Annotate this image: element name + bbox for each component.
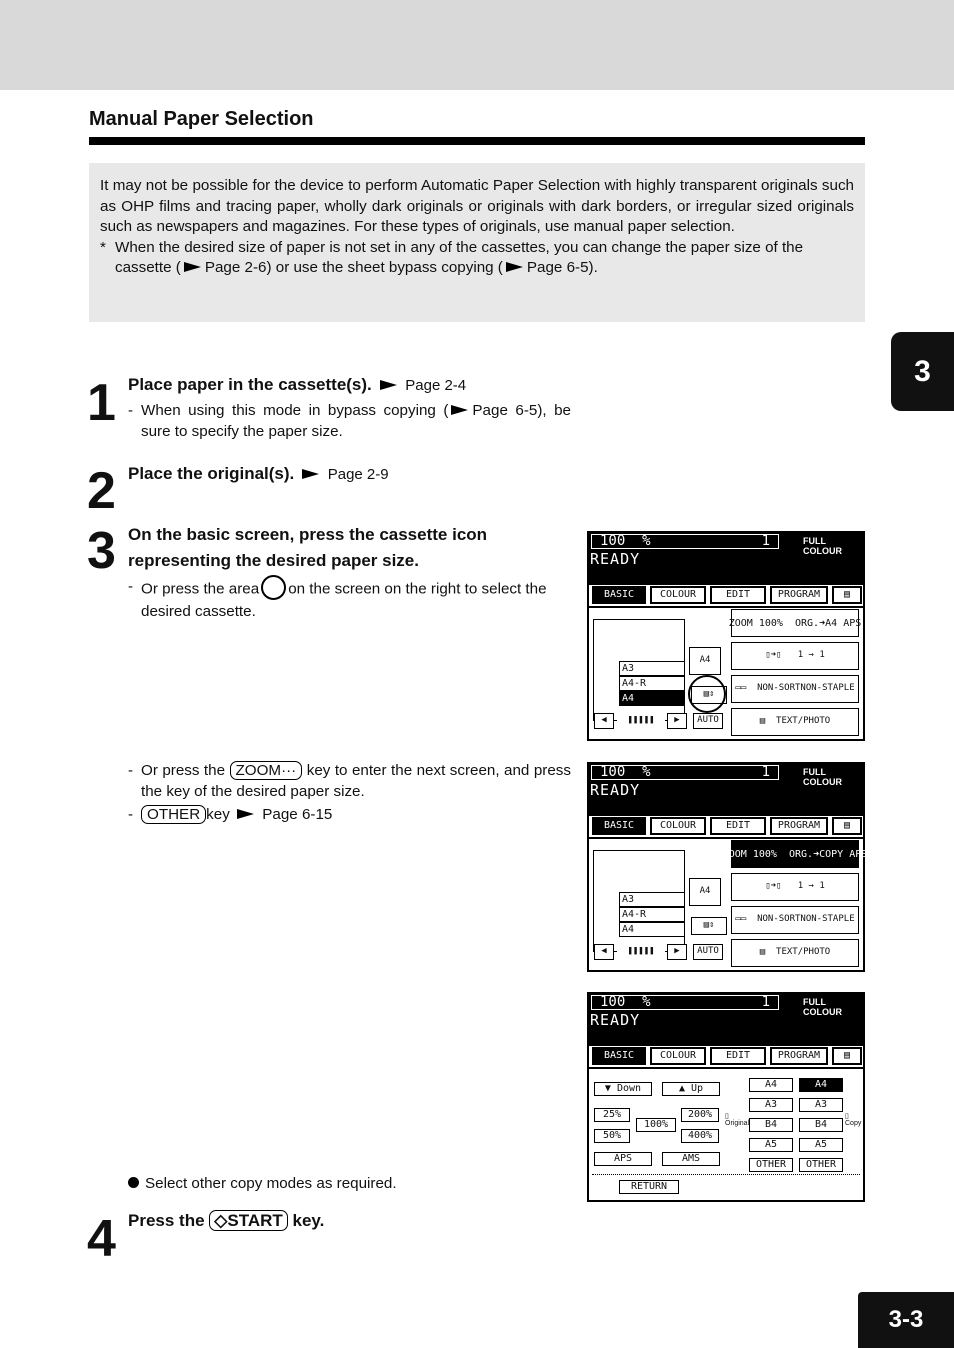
full-colour-label: FULL COLOUR (803, 536, 842, 556)
mode-tabs (589, 586, 863, 606)
aps-button[interactable]: APS (594, 1152, 652, 1166)
aps-label: APS (843, 617, 862, 629)
step-2-ref: Page 2-9 (327, 466, 389, 483)
copy-count: 1 (761, 764, 770, 780)
ref-arrow-icon (302, 469, 319, 479)
org-label: ORG. (788, 848, 814, 860)
bypass-size-button[interactable]: A4 (689, 878, 721, 906)
step-heading (128, 461, 389, 488)
tab-colour[interactable]: COLOUR (650, 1047, 706, 1065)
title-rule (89, 137, 865, 145)
auto-density-button[interactable]: AUTO (693, 944, 723, 960)
image-mode-button[interactable]: ▤ TEXT/PHOTO (731, 708, 859, 736)
ams-button[interactable]: AMS (662, 1152, 720, 1166)
start-key-label: START (227, 1211, 283, 1230)
tab-colour[interactable]: COLOUR (650, 817, 706, 835)
note-star-a: When the desired size of paper is not set in any of the cassettes, you can change the paper size of the cassette ( (115, 238, 804, 276)
density-darker-button[interactable]: ▶ (667, 713, 687, 729)
orig-size-a4[interactable]: A4 (749, 1078, 793, 1092)
orig-size-b4[interactable]: B4 (749, 1118, 793, 1132)
non-staple-label: NON-STAPLE (800, 914, 855, 925)
zoom-value: 100 % (600, 994, 651, 1010)
tab-colour[interactable]: COLOUR (650, 586, 706, 604)
copy-size-b4[interactable]: B4 (799, 1118, 843, 1132)
ready-status: READY (590, 781, 641, 799)
duplex-label: 1 → 1 (797, 650, 825, 661)
ref-arrow-icon (380, 380, 397, 390)
basic-screen-1 (587, 531, 865, 741)
bullet-note: Select other copy modes as required. (128, 1175, 397, 1192)
finisher-button[interactable]: ▭▭ NON-SORT NON-STAPLE (731, 906, 859, 934)
step-3-sub-b: on the screen on the right to select the desired cassette. (141, 580, 547, 620)
orig-size-a3[interactable]: A3 (749, 1098, 793, 1112)
step-heading (128, 1208, 324, 1234)
duplex-label: 1 → 1 (797, 881, 825, 892)
density-lighter-button[interactable]: ◀ (594, 713, 614, 729)
tab-edit[interactable]: EDIT (710, 586, 766, 604)
zoom-btn-label: ZOOM (728, 617, 753, 629)
step-number: 2 (87, 462, 115, 520)
cassette-a3[interactable]: A3 (619, 892, 685, 907)
step-3-sub3-ref: Page 6-15 (262, 806, 333, 823)
zoom-100-button[interactable]: 100% (636, 1118, 676, 1132)
org-size: A4 (825, 617, 838, 629)
mode-tabs (589, 817, 863, 837)
zoom-button-selected[interactable]: ZOOM 100% ORG. ➜ COPY APS (731, 840, 859, 868)
status-bar (589, 764, 863, 816)
duplex-button[interactable]: ▯➜▯ 1 → 1 (731, 873, 859, 901)
ref-arrow-icon (184, 262, 201, 272)
zoom-50-button[interactable]: 50% (594, 1129, 630, 1143)
menu-icon[interactable]: ▤ (832, 817, 862, 835)
copy-label: COPY (819, 848, 844, 860)
text-photo-label: TEXT/PHOTO (776, 716, 831, 727)
step-3-head: On the basic screen, press the cassette icon representing the desired paper size. (128, 525, 488, 570)
finisher-button[interactable]: ▭▭ NON-SORT NON-STAPLE (731, 675, 859, 703)
tab-program[interactable]: PROGRAM (770, 1047, 828, 1065)
ready-status: READY (590, 1011, 641, 1029)
step-3-sub3: - OTHER key Page 6-15 (128, 806, 333, 823)
non-sort-label: NON-SORT (757, 683, 801, 694)
step-number: 4 (87, 1210, 115, 1268)
note-star-ref1: Page 2-6) or use the sheet bypass copying ( (204, 259, 503, 276)
tab-basic[interactable]: BASIC (592, 817, 646, 835)
cassette-a3[interactable]: A3 (619, 661, 685, 676)
tab-program[interactable]: PROGRAM (770, 817, 828, 835)
copy-size-a4[interactable]: A4 (799, 1078, 843, 1092)
other-key: OTHER (141, 805, 206, 824)
copy-count: 1 (761, 533, 770, 549)
orig-size-other[interactable]: OTHER (749, 1158, 793, 1172)
zoom-value: 100 % (600, 764, 651, 780)
zoom-display (591, 765, 779, 780)
chapter-tab: 3 (891, 332, 954, 411)
step-1-sub: - When using this mode in bypass copying ( Page 6-5), be sure to specify the paper size. (128, 402, 572, 440)
orig-size-a5[interactable]: A5 (749, 1138, 793, 1152)
zoom-200-button[interactable]: 200% (681, 1108, 719, 1122)
note-paragraph: It may not be possible for the device to perform Automatic Paper Selection with highly transparent originals such as OHP films and tracing paper, wholly dark originals or originals with dark borders, or irregular sized originals such as newspapers and magazines. For these types of originals, use manual paper selection. (100, 177, 854, 235)
step-1-sub-a: When using this mode in bypass copying ( (141, 402, 449, 419)
up-label: Up (691, 1083, 704, 1094)
selection-circle (688, 675, 726, 713)
copy-label: ▯ Copy (845, 1113, 862, 1127)
step-heading (128, 372, 466, 399)
note-star-ref2: Page 6-5). (526, 259, 598, 276)
aps-label: APS (849, 848, 868, 860)
step-3-sub2: - Or press the ZOOM··· key to enter the next screen, and press the key of the desired paper size. (128, 762, 571, 800)
status-bar (589, 533, 863, 585)
copy-size-a3[interactable]: A3 (799, 1098, 843, 1112)
tab-basic[interactable]: BASIC (592, 586, 646, 604)
page-number: 3-3 (858, 1292, 954, 1348)
step-number: 3 (87, 522, 115, 580)
zoom-screen (587, 992, 865, 1202)
auto-density-button[interactable]: AUTO (693, 713, 723, 729)
tab-program[interactable]: PROGRAM (770, 586, 828, 604)
menu-icon[interactable]: ▤ (832, 586, 862, 604)
ref-arrow-icon (506, 262, 523, 272)
text-photo-label: TEXT/PHOTO (776, 947, 831, 958)
step-1-head: Place paper in the cassette(s). (128, 375, 372, 394)
note-star (100, 238, 854, 279)
cassette-select-icon[interactable]: ▤⇕ (691, 917, 727, 935)
status-bar (589, 994, 863, 1046)
step-3-sub2-b: key to enter the next screen, and press the key of the desired paper size. (141, 762, 571, 800)
header-band (0, 0, 954, 90)
tab-edit[interactable]: EDIT (710, 1047, 766, 1065)
zoom-down-button[interactable]: ▼ Down (594, 1082, 652, 1096)
step-3-sub3-b: key (206, 806, 230, 823)
note-star-text (115, 238, 854, 279)
zoom-key: ZOOM··· (230, 761, 303, 780)
step-3-sub: - Or press the area on the screen on the right to select the desired cassette. (128, 577, 571, 623)
menu-icon[interactable]: ▤ (832, 1047, 862, 1065)
non-sort-label: NON-SORT (757, 914, 801, 925)
step-4-head-b: key. (292, 1211, 325, 1230)
divider (592, 1174, 860, 1175)
note-box (89, 163, 865, 322)
basic-screen-2 (587, 762, 868, 972)
ready-status: READY (590, 550, 641, 568)
density-lighter-button[interactable]: ◀ (594, 944, 614, 960)
cassette-a4[interactable]: A4 (619, 691, 685, 706)
cassette-a4r[interactable]: A4-R (619, 676, 685, 691)
full-colour-label: FULL COLOUR (803, 997, 842, 1017)
step-3-sub-a: Or press the area (141, 580, 260, 598)
duplex-button[interactable]: ▯➜▯ 1 → 1 (731, 642, 859, 670)
full-colour-label: FULL COLOUR (803, 767, 842, 787)
density-darker-button[interactable]: ▶ (667, 944, 687, 960)
zoom-400-button[interactable]: 400% (681, 1129, 719, 1143)
down-label: Down (616, 1083, 642, 1094)
image-mode-button[interactable]: ▤ TEXT/PHOTO (731, 939, 859, 967)
step-1-sub-b: Page 6-5), be sure to specify the paper size. (141, 402, 572, 440)
density-scale: ❚❚❚❚❚ (617, 944, 665, 960)
org-label: ORG. (795, 617, 820, 629)
step-2-head: Place the original(s). (128, 464, 295, 483)
step-3-sub2-a: Or press the (141, 762, 226, 779)
tab-edit[interactable]: EDIT (710, 817, 766, 835)
copy-text: Copy (845, 1120, 862, 1127)
zoom-25-button[interactable]: 25% (594, 1108, 630, 1122)
copy-size-a5[interactable]: A5 (799, 1138, 843, 1152)
zoom-up-button[interactable]: ▲ Up (662, 1082, 720, 1096)
asterisk: * (100, 238, 106, 256)
zoom-button[interactable]: ZOOM 100% ORG. ➜ A4 APS (731, 609, 859, 637)
return-button[interactable]: RETURN (619, 1180, 679, 1194)
zoom-btn-label: ZOOM (722, 848, 747, 860)
cassette-select-icon[interactable]: ▤⇕ (691, 686, 727, 704)
step-4-head-a: Press the (128, 1211, 205, 1230)
ref-arrow-icon (451, 405, 468, 415)
zoom-btn-value: 100% (758, 617, 783, 629)
section-title: Manual Paper Selection (89, 108, 314, 130)
zoom-display (591, 534, 779, 549)
zoom-display (591, 995, 779, 1010)
start-key: ◇START (209, 1210, 287, 1231)
mode-tabs (589, 1047, 863, 1067)
density-scale: ❚❚❚❚❚ (617, 713, 665, 729)
step-1-ref: Page 2-4 (405, 377, 467, 394)
copy-size-other[interactable]: OTHER (799, 1158, 843, 1172)
circle-symbol-icon (261, 575, 286, 600)
step-number: 1 (87, 374, 115, 432)
cassette-a4[interactable]: A4 (619, 922, 685, 937)
original-text: Original (725, 1120, 750, 1127)
zoom-value: 100 % (600, 533, 651, 549)
non-staple-label: NON-STAPLE (800, 683, 855, 694)
bypass-size-button[interactable]: A4 (689, 647, 721, 675)
cassette-a4r[interactable]: A4-R (619, 907, 685, 922)
zoom-btn-value: 100% (752, 848, 777, 860)
original-label: ▯ Original (725, 1113, 750, 1127)
copy-count: 1 (761, 994, 770, 1010)
ref-arrow-icon (237, 809, 254, 819)
tab-basic[interactable]: BASIC (592, 1047, 646, 1065)
